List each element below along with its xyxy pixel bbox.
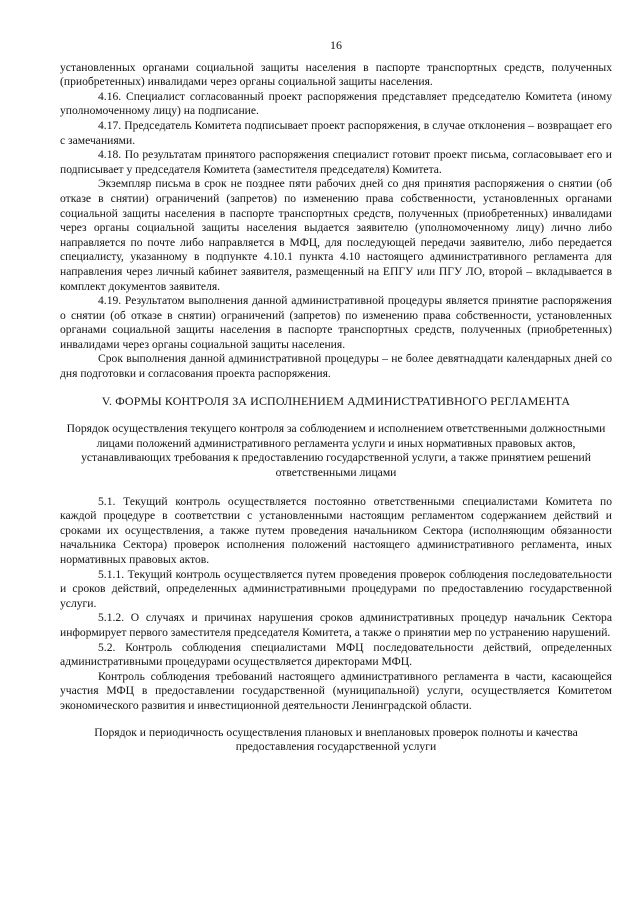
paragraph: 5.2. Контроль соблюдения специалистами МФЦ последовательности действий, определенных административными процедурами осуществляется директорами МФЦ. — [60, 640, 612, 669]
subheading: Порядок и периодичность осуществления плановых и внеплановых проверок полноты и качества предоставления государственной услуги — [94, 725, 578, 754]
paragraph: 4.16. Специалист согласованный проект распоряжения представляет председателю Комитета (иному уполномоченному лицу) на подписание. — [60, 89, 612, 118]
paragraph: установленных органами социальной защиты населения в паспорте транспортных средств, полученных (приобретенных) инвалидами через органы социальной защиты населения. — [60, 60, 612, 89]
page-number: 16 — [330, 38, 342, 52]
paragraph: 4.19. Результатом выполнения данной административной процедуры является принятие распоряжения о снятии (об отказе в снятии) ограничений (запретов) по изменению права собственности, установленных органами социальной защиты населения в паспорте транспортных средств, полученных (приобретенных) инвалидами через органы социальной защиты населения. — [60, 294, 612, 351]
bottom-paragraphs — [60, 495, 612, 714]
top-paragraphs — [60, 61, 612, 382]
paragraph: 4.18. По результатам принятого распоряжения специалист готовит проект письма, согласовывает его и подписывает у председателя Комитета (заместителя председателя) Комитета. — [60, 148, 612, 176]
subheading: Порядок осуществления текущего контроля за соблюдением и исполнением ответственными должностными лицами положений административного регламента услуги и иных нормативных правовых актов, устанавливающих требования к предоставлению государственной услуги, а также принятием решений ответственными лицами — [66, 422, 606, 480]
paragraph: 4.17. Председатель Комитета подписывает проект распоряжения, в случае отклонения – возвращает его с замечаниями. — [60, 118, 612, 147]
spacer — [60, 714, 612, 726]
paragraph: 5.1.2. О случаях и причинах нарушения сроков административных процедур начальник Сектора информирует первого заместителя председателя Комитета, а также о принятии мер по устранению нарушений. — [60, 611, 612, 639]
paragraph: Экземпляр письма в срок не позднее пяти рабочих дней со дня принятия распоряжения о снятии (об отказе в снятии) ограничений (запретов) по изменению права собственности, установленных органами социальной защиты населения в паспорте транспортных средств, полученных (приобретенных) инвалидами через органы социальной защиты населения выдается заявителю (уполномоченному лицу) лично либо направляется по почте либо направляется в МФЦ, для последующей передачи заявителю, либо передается специалисту, указанному в подпункте 4.10.1 пункта 4.10 настоящего административного регламента для направления через личный кабинет заявителя, размещенный на ЕПГУ или ПГУ ЛО, второй – вкладывается в комплект документов заявителя. — [60, 177, 612, 293]
section-heading: V. ФОРМЫ КОНТРОЛЯ ЗА ИСПОЛНЕНИЕМ АДМИНИСТРАТИВНОГО РЕГЛАМЕНТА — [101, 393, 571, 408]
paragraph: 5.1.1. Текущий контроль осуществляется путем проведения проверок соблюдения последовательности и сроков действий, определенных административными процедурами по предоставлению государственной услуги. — [60, 567, 612, 610]
paragraph: Срок выполнения данной административной процедуры – не более девятнадцати календарных дней со дня подготовки и согласования проекта распоряжения. — [60, 352, 612, 381]
paragraph: 5.1. Текущий контроль осуществляется постоянно ответственными специалистами Комитета по каждой процедуре в соответствии с установленными настоящим регламентом содержанием действий и сроками их осуществления, а также путем проведения начальником Сектора (исполняющим обязанности начальника Сектора) проверок исполнения положений настоящего административного регламента, иных нормативных правовых актов. — [60, 494, 612, 566]
paragraph: Контроль соблюдения требований настоящего административного регламента в части, касающейся участия МФЦ в предоставлении государственной (муниципальной) услуги, осуществляется Комитетом экономического развития и инвестиционной деятельности Ленинградской области. — [60, 669, 612, 712]
